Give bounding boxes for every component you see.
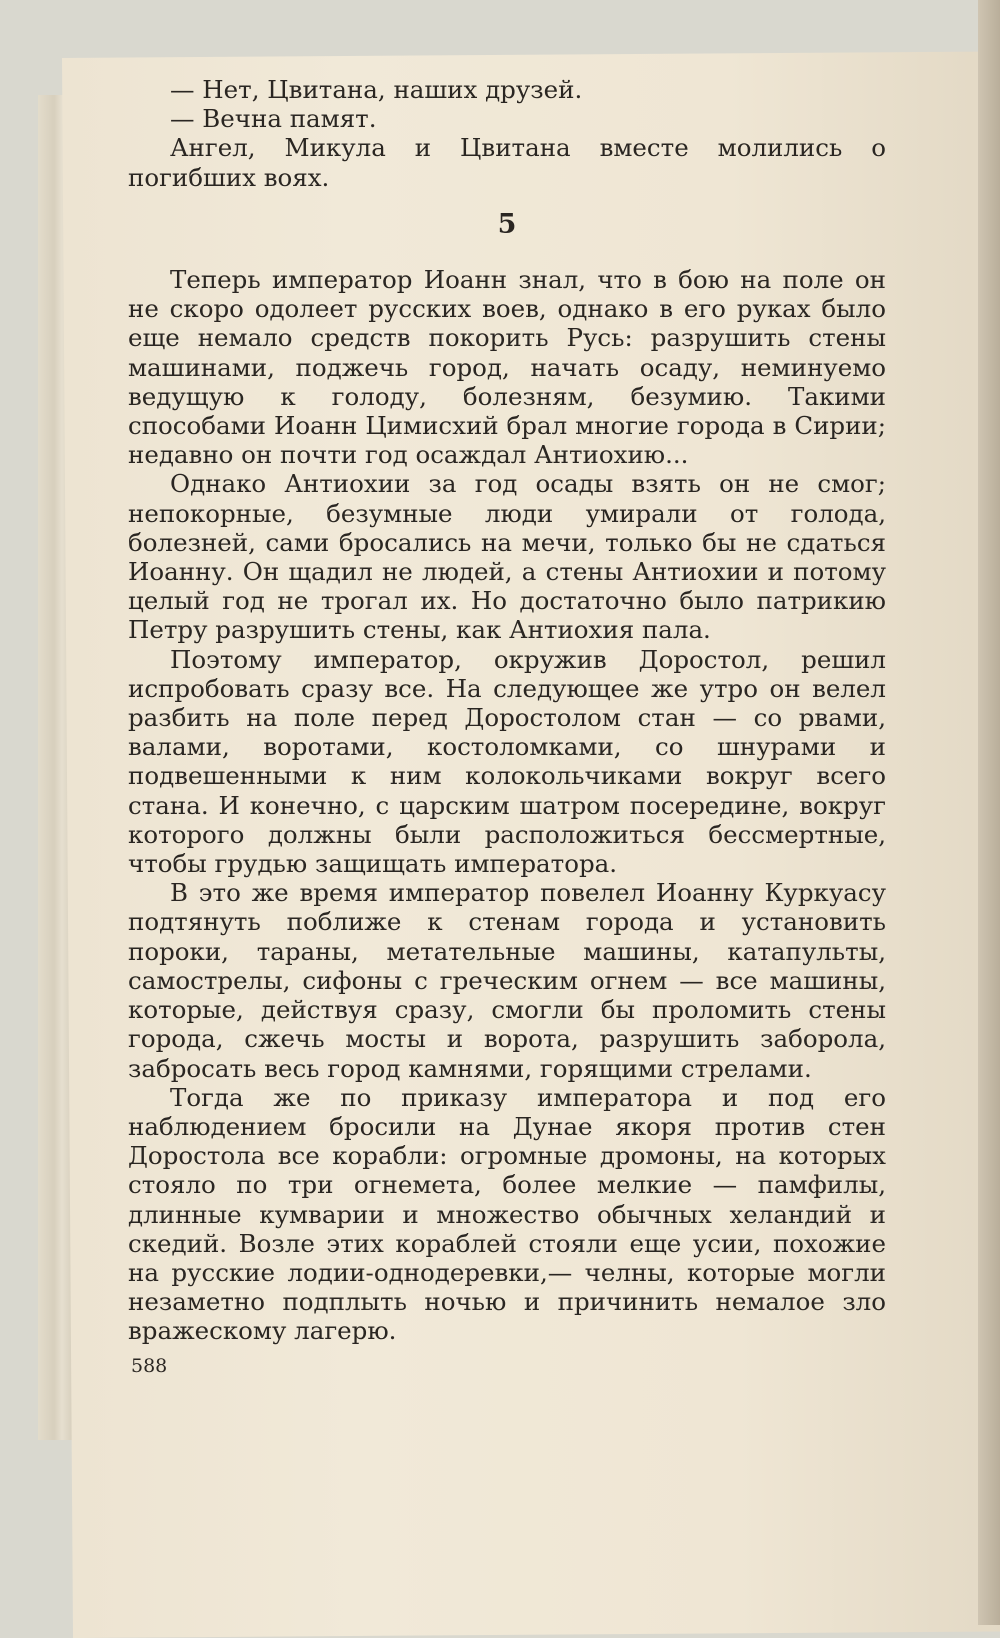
dialog-line: — Нет, Цвитана, наших друзей. xyxy=(170,75,583,104)
paragraph: Тогда же по приказу императора и под его наблюдением бросили на Дунае якоря против стен Доростола все корабли: огромные дромоны, на которых стояло по три огнемета, более мелкие — памфилы, длинные кумварии и множество обычных хеландий и скедий. Возле этих кораблей стояли еще усии, похожие на русские лодии-однодеревки,— челны, которые могли незаметно подплыть ночью и причинить немалое зло вражескому лагерю. xyxy=(128,1082,886,1346)
chapter-number: 5 xyxy=(497,208,517,240)
text-block xyxy=(128,75,886,1346)
paragraph: Поэтому император, окружив Доростол, решил испробовать сразу все. На следующее же утро он велел разбить на поле перед Доростолом стан — со рвами, валами, воротами, костоломками, со шнурами и подвешенными к ним колокольчиками вокруг всего стана. И конечно, с царским шатром посередине, вокруг которого должны были расположиться бессмертные, чтобы грудью защищать императора. xyxy=(128,644,886,879)
paragraph: Ангел, Микула и Цвитана вместе молились о погибших воях. xyxy=(128,133,886,192)
binding-edge xyxy=(978,0,1000,1625)
paragraph: В это же время император повелел Иоанну Куркуасу подтянуть поближе к стенам города и установить пороки, тараны, метательные машины, катапульты, самострелы, сифоны с греческим огнем — все машины, которые, действуя сразу, смогли бы проломить стены города, сжечь мосты и ворота, разрушить заборола, забросать весь город камнями, горящими стрелами. xyxy=(128,878,886,1083)
dialog-line: — Вечна памят. xyxy=(170,104,377,134)
page-number: 588 xyxy=(131,1355,168,1377)
paragraph: Однако Антиохии за год осады взять он не смог; непокорные, безумные люди умирали от голода, болезней, сами бросались на мечи, только бы не сдаться Иоанну. Он щадил не людей, а стены Антиохии и потому целый год не трогал их. Но достаточно было патрикию Петру разрушить стены, как Антиохия пала. xyxy=(128,469,886,645)
paragraph: Теперь император Иоанн знал, что в бою на поле он не скоро одолеет русских воев, однако в его руках было еще немало средств покорить Русь: разрушить стены машинами, поджечь город, начать осаду, неминуемо ведущую к голоду, болезням, безумию. Такими способами Иоанн Цимисхий брал многие города в Сирии; недавно он почти год осаждал Антиохию... xyxy=(128,265,886,470)
